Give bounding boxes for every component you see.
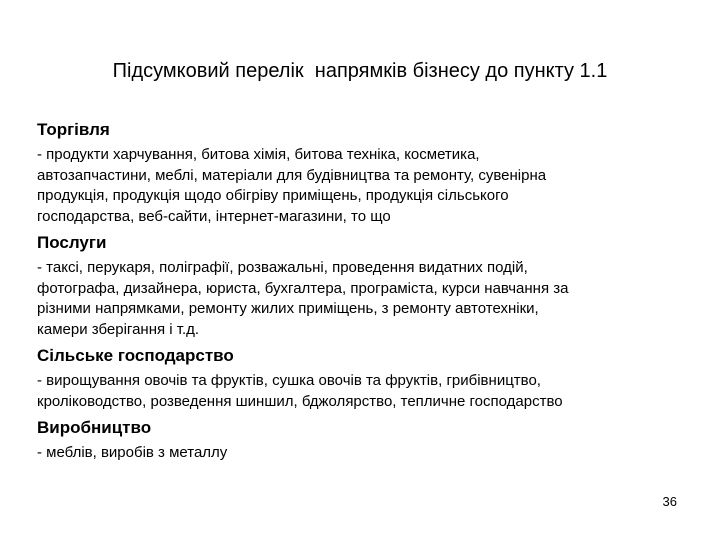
section-services — [37, 231, 697, 340]
slide-title: Підсумковий перелік напрямків бізнесу до пункту 1.1 — [112, 60, 608, 82]
section-text: - продукти харчування, битова хімія, битова техніка, косметика, автозапчастини, меблі, матеріали для будівництва та ремонту, сувенірна продукція, продукція щодо обігріву приміщень, продукція сільського господарства, веб-сайти, інтернет-магазини, то що — [37, 146, 547, 225]
section-heading: Торгівля — [37, 120, 110, 139]
section-heading: Послуги — [37, 233, 107, 252]
section-heading: Виробництво — [37, 418, 152, 437]
section-text: - меблів, виробів з металлу — [37, 444, 228, 461]
page-number: 36 — [662, 494, 677, 509]
section-agriculture — [37, 344, 697, 412]
slide-content — [37, 118, 697, 468]
section-text: - вирощування овочів та фруктів, сушка овочів та фруктів, грибівництво, кроліководство, розведення шиншил, бджолярство, тепличне господарство — [37, 372, 563, 410]
section-manufacturing — [37, 416, 697, 464]
section-heading: Сільське господарство — [37, 346, 234, 365]
section-trade — [37, 118, 697, 227]
section-text: - таксі, перукаря, поліграфії, розважальні, проведення видатних подій, фотографа, дизайнера, юриста, бухгалтера, програміста, курси навчання за різними напрямками, ремонту жилих приміщень, з ремонту автотехніки, камери зберігання і т.д. — [37, 259, 569, 338]
